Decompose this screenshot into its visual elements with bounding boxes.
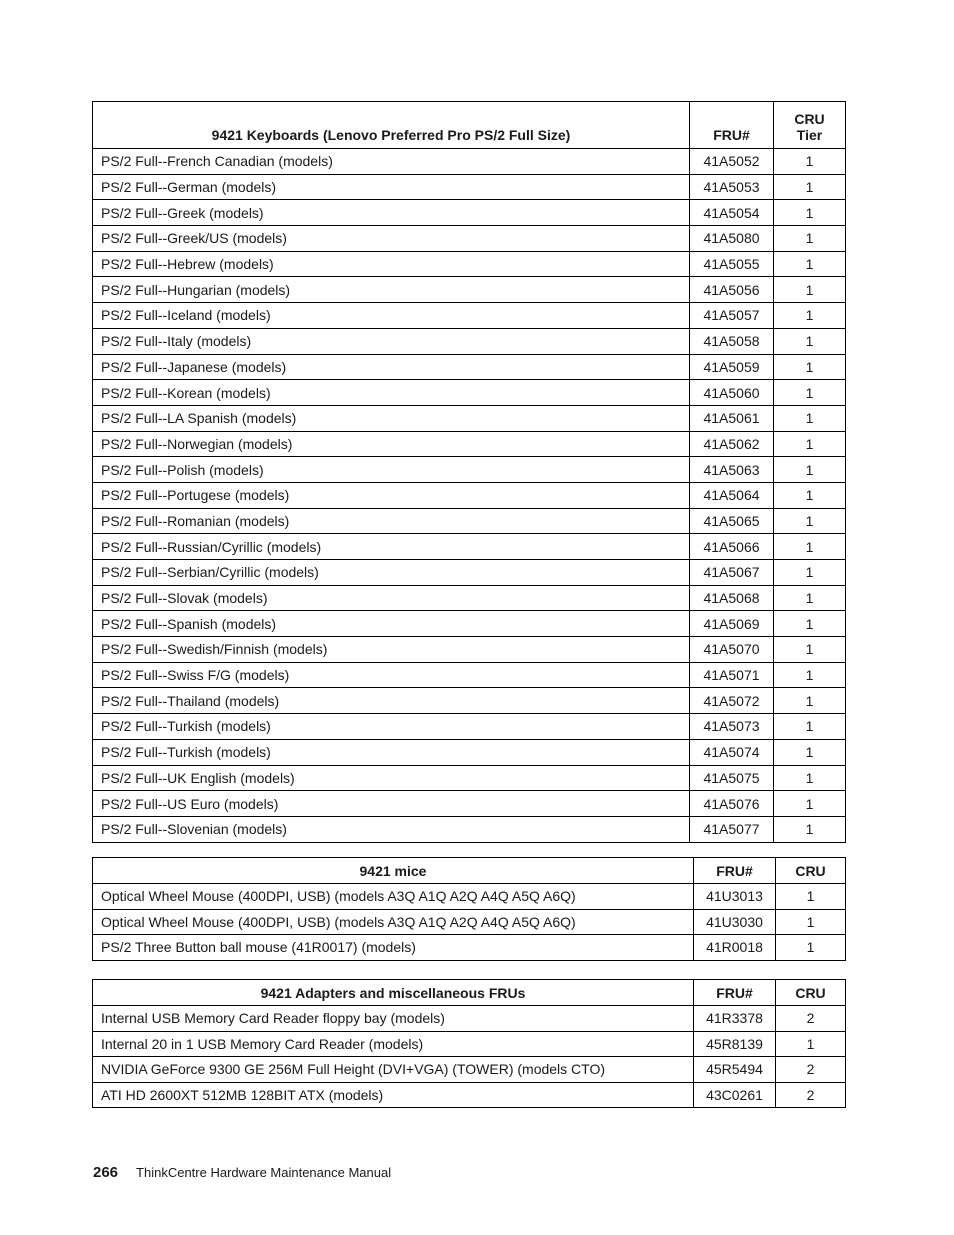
cru-tier: 1: [774, 560, 846, 586]
cru-tier: 1: [774, 149, 846, 175]
table-row: [93, 457, 846, 483]
cru-tier: 1: [774, 431, 846, 457]
part-description: PS/2 Full--Norwegian (models): [93, 431, 690, 457]
table-row: [93, 328, 846, 354]
table-row: [93, 174, 846, 200]
table-row: [93, 226, 846, 252]
mice-title: 9421 mice: [93, 858, 694, 884]
part-description: PS/2 Full--Greek/US (models): [93, 226, 690, 252]
cru-tier: 2: [776, 1082, 846, 1108]
part-description: PS/2 Full--LA Spanish (models): [93, 405, 690, 431]
part-description: PS/2 Full--Iceland (models): [93, 303, 690, 329]
page-number: 266: [93, 1164, 119, 1181]
fru-number: 41A5072: [690, 688, 774, 714]
table-row: [93, 354, 846, 380]
table-row: [93, 380, 846, 406]
part-description: PS/2 Full--Turkish (models): [93, 739, 690, 765]
fru-number: 45R5494: [694, 1057, 776, 1083]
cru-tier: 1: [774, 714, 846, 740]
part-description: PS/2 Full--Hebrew (models): [93, 251, 690, 277]
part-description: PS/2 Full--Serbian/Cyrillic (models): [93, 560, 690, 586]
cru-tier: 1: [774, 200, 846, 226]
fru-number: 41A5057: [690, 303, 774, 329]
part-description: PS/2 Full--German (models): [93, 174, 690, 200]
part-description: PS/2 Full--Italy (models): [93, 328, 690, 354]
mice-table: [92, 857, 846, 961]
table-row: [93, 662, 846, 688]
table-header-row: [93, 102, 846, 149]
part-description: PS/2 Full--Slovak (models): [93, 585, 690, 611]
cru-tier: 1: [776, 884, 846, 910]
cru-tier: 1: [774, 585, 846, 611]
table-row: [93, 611, 846, 637]
table-row: [93, 251, 846, 277]
table-row: [93, 1006, 846, 1032]
cru-tier: 1: [774, 508, 846, 534]
adapters-table: [92, 979, 846, 1108]
table-row: [93, 585, 846, 611]
fru-column-header: FRU#: [694, 980, 776, 1006]
table-row: [93, 816, 846, 842]
keyboards-table: [92, 101, 846, 843]
fru-number: 41A5062: [690, 431, 774, 457]
part-description: PS/2 Full--Portugese (models): [93, 482, 690, 508]
cru-column-header: CRU: [776, 858, 846, 884]
part-description: PS/2 Full--Swiss F/G (models): [93, 662, 690, 688]
fru-number: 41A5077: [690, 816, 774, 842]
cru-tier: 2: [776, 1006, 846, 1032]
fru-number: 41R0018: [694, 935, 776, 961]
adapters-table-body: [93, 1006, 846, 1108]
table-row: [93, 277, 846, 303]
keyboards-table-body: [93, 149, 846, 843]
fru-number: 43C0261: [694, 1082, 776, 1108]
cru-tier: 1: [774, 611, 846, 637]
fru-column-header: FRU#: [690, 102, 774, 149]
fru-number: 41A5054: [690, 200, 774, 226]
fru-column-header: FRU#: [694, 858, 776, 884]
table-row: [93, 791, 846, 817]
cru-tier: 1: [774, 303, 846, 329]
table-row: [93, 1031, 846, 1057]
cru-tier-line1: CRU: [794, 111, 825, 127]
cru-tier: 1: [774, 380, 846, 406]
part-description: PS/2 Full--Thailand (models): [93, 688, 690, 714]
fru-number: 41A5068: [690, 585, 774, 611]
fru-number: 41A5061: [690, 405, 774, 431]
fru-number: 41A5066: [690, 534, 774, 560]
table-row: [93, 534, 846, 560]
cru-tier: 1: [774, 226, 846, 252]
table-row: [93, 688, 846, 714]
cru-tier: 1: [774, 739, 846, 765]
fru-number: 41A5076: [690, 791, 774, 817]
cru-tier: 1: [774, 328, 846, 354]
fru-number: 41A5075: [690, 765, 774, 791]
table-row: [93, 935, 846, 961]
part-description: Optical Wheel Mouse (400DPI, USB) (models A3Q A1Q A2Q A4Q A5Q A6Q): [93, 909, 694, 935]
fru-number: 41A5056: [690, 277, 774, 303]
part-description: Internal USB Memory Card Reader floppy bay (models): [93, 1006, 694, 1032]
part-description: ATI HD 2600XT 512MB 128BIT ATX (models): [93, 1082, 694, 1108]
part-description: PS/2 Full--US Euro (models): [93, 791, 690, 817]
fru-number: 41A5059: [690, 354, 774, 380]
fru-number: 41A5058: [690, 328, 774, 354]
part-description: PS/2 Full--Slovenian (models): [93, 816, 690, 842]
part-description: PS/2 Full--Russian/Cyrillic (models): [93, 534, 690, 560]
fru-number: 41A5053: [690, 174, 774, 200]
table-row: [93, 560, 846, 586]
part-description: PS/2 Full--Spanish (models): [93, 611, 690, 637]
table-header-row: [93, 858, 846, 884]
cru-tier-line2: Tier: [796, 127, 823, 143]
keyboards-title: 9421 Keyboards (Lenovo Preferred Pro PS/2 Full Size): [93, 102, 690, 149]
part-description: PS/2 Full--Polish (models): [93, 457, 690, 483]
cru-tier: 1: [774, 251, 846, 277]
fru-number: 41A5067: [690, 560, 774, 586]
fru-number: 45R8139: [694, 1031, 776, 1057]
page-footer: [93, 1164, 391, 1181]
fru-number: 41A5063: [690, 457, 774, 483]
part-description: Internal 20 in 1 USB Memory Card Reader (models): [93, 1031, 694, 1057]
part-description: PS/2 Full--UK English (models): [93, 765, 690, 791]
table-row: [93, 909, 846, 935]
part-description: Optical Wheel Mouse (400DPI, USB) (models A3Q A1Q A2Q A4Q A5Q A6Q): [93, 884, 694, 910]
cru-tier: 1: [776, 935, 846, 961]
cru-tier: 1: [776, 1031, 846, 1057]
fru-number: 41A5073: [690, 714, 774, 740]
fru-number: 41A5080: [690, 226, 774, 252]
cru-tier: 1: [774, 277, 846, 303]
table-row: [93, 303, 846, 329]
adapters-title: 9421 Adapters and miscellaneous FRUs: [93, 980, 694, 1006]
part-description: PS/2 Full--French Canadian (models): [93, 149, 690, 175]
table-row: [93, 765, 846, 791]
cru-tier: 1: [774, 791, 846, 817]
fru-number: 41A5060: [690, 380, 774, 406]
cru-tier: 1: [774, 354, 846, 380]
fru-number: 41A5070: [690, 637, 774, 663]
fru-number: 41U3030: [694, 909, 776, 935]
part-description: PS/2 Full--Japanese (models): [93, 354, 690, 380]
table-row: [93, 508, 846, 534]
part-description: NVIDIA GeForce 9300 GE 256M Full Height (DVI+VGA) (TOWER) (models CTO): [93, 1057, 694, 1083]
table-row: [93, 200, 846, 226]
cru-tier: 1: [774, 637, 846, 663]
cru-tier: 2: [776, 1057, 846, 1083]
part-description: PS/2 Three Button ball mouse (41R0017) (models): [93, 935, 694, 961]
fru-number: 41A5065: [690, 508, 774, 534]
table-row: [93, 1057, 846, 1083]
table-row: [93, 482, 846, 508]
table-row: [93, 149, 846, 175]
cru-column-header: CRU: [776, 980, 846, 1006]
fru-number: 41A5055: [690, 251, 774, 277]
fru-number: 41A5074: [690, 739, 774, 765]
table-row: [93, 1082, 846, 1108]
table-row: [93, 431, 846, 457]
cru-tier: 1: [774, 688, 846, 714]
table-row: [93, 714, 846, 740]
part-description: PS/2 Full--Swedish/Finnish (models): [93, 637, 690, 663]
part-description: PS/2 Full--Romanian (models): [93, 508, 690, 534]
fru-number: 41U3013: [694, 884, 776, 910]
part-description: PS/2 Full--Turkish (models): [93, 714, 690, 740]
cru-tier: 1: [774, 457, 846, 483]
cru-tier: 1: [774, 482, 846, 508]
part-description: PS/2 Full--Korean (models): [93, 380, 690, 406]
cru-tier: 1: [776, 909, 846, 935]
cru-tier-column-header: [774, 102, 846, 149]
cru-tier: 1: [774, 662, 846, 688]
fru-number: 41A5071: [690, 662, 774, 688]
cru-tier: 1: [774, 405, 846, 431]
fru-number: 41R3378: [694, 1006, 776, 1032]
table-row: [93, 884, 846, 910]
part-description: PS/2 Full--Hungarian (models): [93, 277, 690, 303]
table-row: [93, 405, 846, 431]
table-row: [93, 637, 846, 663]
fru-number: 41A5052: [690, 149, 774, 175]
fru-number: 41A5069: [690, 611, 774, 637]
manual-title: ThinkCentre Hardware Maintenance Manual: [136, 1165, 392, 1180]
cru-tier: 1: [774, 174, 846, 200]
table-row: [93, 739, 846, 765]
part-description: PS/2 Full--Greek (models): [93, 200, 690, 226]
cru-tier: 1: [774, 534, 846, 560]
cru-tier: 1: [774, 816, 846, 842]
mice-table-body: [93, 884, 846, 961]
fru-number: 41A5064: [690, 482, 774, 508]
table-header-row: [93, 980, 846, 1006]
cru-tier: 1: [774, 765, 846, 791]
